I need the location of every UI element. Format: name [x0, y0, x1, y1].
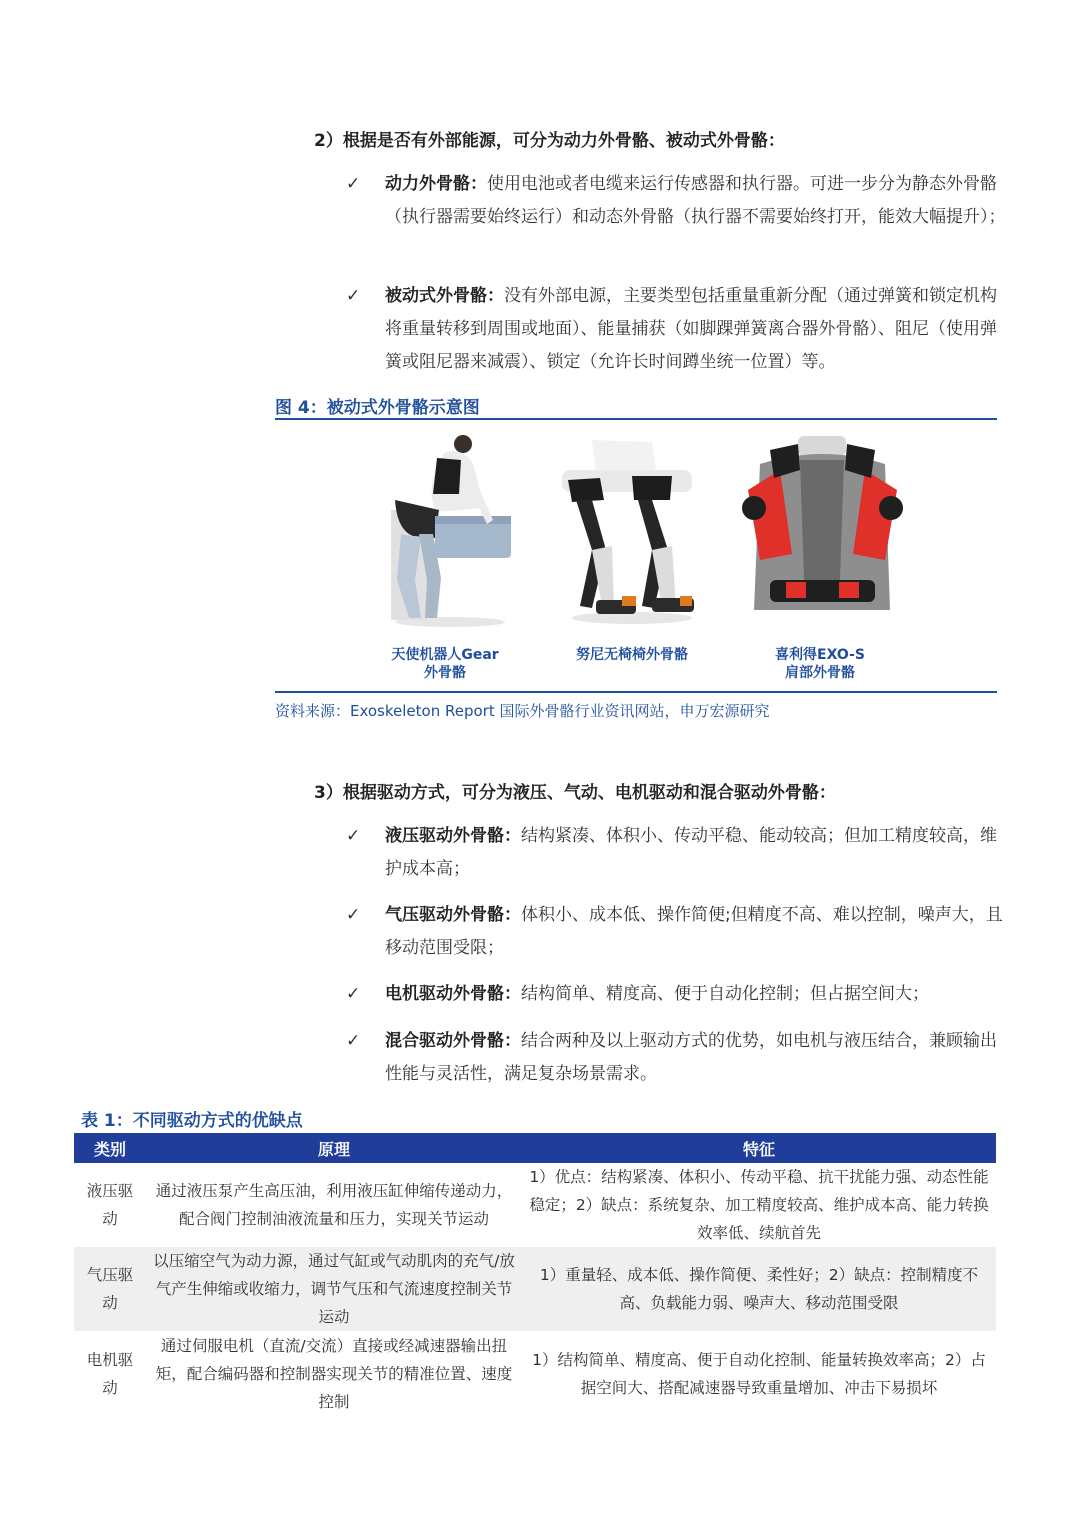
cell-category: 气压驱动 — [74, 1247, 146, 1331]
figure-caption-2 — [557, 646, 707, 664]
header-principle: 原理 — [146, 1133, 522, 1163]
bullet-pneumatic — [346, 899, 1006, 965]
figure-caption-3 — [750, 646, 890, 682]
caption-line: 努尼无椅椅外骨骼 — [576, 647, 688, 663]
bullet-text: 结构简单、精度高、便于自动化控制；但占据空间大； — [521, 984, 929, 1004]
drive-comparison-table — [74, 1133, 996, 1417]
bullet-text: 结合两种及以上驱动方式的优势，如电机与液压结合，兼顾输出性能与灵活性，满足复杂场景需求。 — [385, 1031, 997, 1084]
bullet-hydraulic — [346, 820, 1006, 886]
bullet-lead: 液压驱动外骨骼： — [385, 826, 521, 846]
bullet-text: 结构紧凑、体积小、传动平稳、能动较高；但加工精度较高，维护成本高； — [385, 826, 997, 879]
bullet-text: 没有外部电源，主要类型包括重量重新分配（通过弹簧和锁定机构将重量转移到周围或地面）、能量捕获（如脚踝弹簧离合器外骨骼）、阻尼（使用弹簧或阻尼器来减震）、锁定（允许长时间蹲坐统一位置）等。 — [385, 286, 997, 372]
shoulder-exoskeleton-image — [740, 430, 905, 630]
table-row — [74, 1331, 996, 1417]
cell-principle: 通过液压泵产生高压油，利用液压缸伸缩传递动力，配合阀门控制油液流量和压力，实现关节运动 — [155, 1182, 513, 1228]
bullet-powered-exoskeleton — [346, 168, 1006, 234]
bullet-lead: 被动式外骨骼： — [385, 286, 504, 306]
cell-features: 1）结构简单、精度高、便于自动化控制、能量转换效率高；2）占据空间大、搭配减速器导致重量增加、冲击下易损坏 — [532, 1351, 986, 1397]
cell-category: 液压驱动 — [86, 1182, 134, 1228]
header-category: 类别 — [74, 1133, 146, 1163]
bullet-lead: 气压驱动外骨骼： — [385, 905, 521, 925]
check-icon: ✓ — [346, 905, 361, 925]
figure-caption-1 — [375, 646, 515, 682]
caption-line: 外骨骼 — [424, 665, 466, 681]
bullet-motor — [346, 978, 1006, 1011]
caption-line: 天使机器人Gear — [391, 647, 499, 663]
figure-top-rule — [275, 418, 997, 420]
check-icon: ✓ — [346, 286, 361, 306]
bullet-lead: 混合驱动外骨骼： — [385, 1031, 521, 1051]
gear-exoskeleton-image — [375, 430, 525, 630]
figure-title: 图 4：被动式外骨骼示意图 — [275, 398, 480, 418]
figure-bottom-rule — [275, 691, 997, 693]
cell-features: 1）重量轻、成本低、操作简便、柔性好；2）缺点：控制精度不高、负载能力弱、噪声大、移动范围受限 — [522, 1247, 996, 1331]
section-3-heading: 3）根据驱动方式，可分为液压、气动、电机驱动和混合驱动外骨骼： — [314, 783, 836, 803]
check-icon: ✓ — [346, 174, 361, 194]
bullet-hybrid — [346, 1025, 1006, 1091]
table-row — [74, 1163, 996, 1247]
header-features: 特征 — [522, 1133, 996, 1163]
cell-features: 1）优点：结构紧凑、体积小、传动平稳、抗干扰能力强、动态性能稳定；2）缺点：系统复杂、加工精度较高、维护成本高、能力转换效率低、续航首先 — [529, 1168, 989, 1242]
bullet-passive-exoskeleton — [346, 280, 1006, 379]
bullet-text: 体积小、成本低、操作简便;但精度不高、难以控制，噪声大，且移动范围受限； — [385, 905, 1003, 958]
caption-line: 肩部外骨骼 — [785, 665, 855, 681]
bullet-lead: 电机驱动外骨骼： — [385, 984, 521, 1004]
cell-principle: 通过伺服电机（直流/交流）直接或经减速器输出扭矩，配合编码器和控制器实现关节的精准位置、速度控制 — [155, 1337, 513, 1411]
bullet-lead: 动力外骨骼： — [385, 174, 487, 194]
section-2-heading: 2）根据是否有外部能源，可分为动力外骨骼、被动式外骨骼： — [314, 131, 785, 151]
chairless-chair-image — [552, 430, 712, 630]
bullet-text: 使用电池或者电缆来运行传感器和执行器。可进一步分为静态外骨骼（执行器需要始终运行）和动态外骨骼（执行器不需要始终打开，能效大幅提升）； — [385, 174, 1006, 227]
table-row — [74, 1247, 996, 1331]
table-title: 表 1：不同驱动方式的优缺点 — [81, 1111, 303, 1131]
caption-line: 喜利得EXO-S — [775, 647, 865, 663]
check-icon: ✓ — [346, 1031, 361, 1051]
cell-category: 电机驱动 — [86, 1351, 134, 1397]
check-icon: ✓ — [346, 984, 361, 1004]
cell-principle: 以压缩空气为动力源，通过气缸或气动肌肉的充气/放气产生伸缩或收缩力，调节气压和气流速度控制关节运动 — [146, 1247, 522, 1331]
check-icon: ✓ — [346, 826, 361, 846]
table-header-row — [74, 1133, 996, 1163]
figure-source: 资料来源：Exoskeleton Report 国际外骨骼行业资讯网站，申万宏源研究 — [275, 702, 770, 720]
